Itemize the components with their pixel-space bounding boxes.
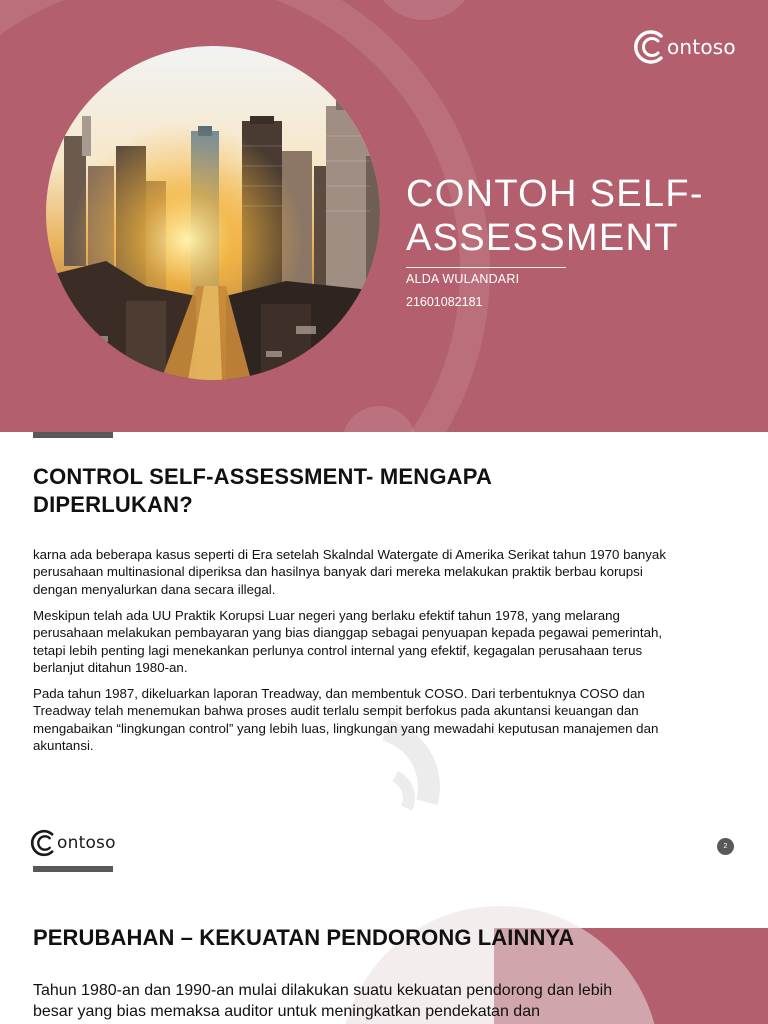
logo-text: ontoso: [667, 35, 736, 59]
paragraph: karna ada beberapa kasus seperti di Era setelah Skalndal Watergate di Amerika Serikat tahun 1970 banyak perusahaan multinasional diperiksa dan hasilnya banyak dari mereka melakukan praktik berbau korupsi dengan menyalurkan dana secara illegal.: [33, 547, 666, 597]
accent-bar: [33, 866, 113, 872]
slide-title: CONTOH SELF-ASSESSMENT: [406, 173, 704, 259]
slide-title: CONTROL SELF-ASSESSMENT- MENGAPA DIPERLUKAN?: [33, 464, 492, 517]
paragraph: Meskipun telah ada UU Praktik Korupsi Luar negeri yang berlaku efektif tahun 1978, yang melarang perusahaan melakukan pembayaran yang bias dianggap sebagai penyuapan kepada pegawai pemerintah, tetapi lebih penting lagi menekankan perlunya control internal yang efektif, kegagalan perusahaan terus berlanjut ditahun 1980-an.: [33, 608, 663, 675]
paragraph: Tahun 1980-an dan 1990-an mulai dilakukan suatu kekuatan pendorong dan lebih besar yang bias memaksa auditor untuk meningkatkan pendekatan dan: [33, 982, 613, 1020]
contoso-logo: [30, 828, 116, 858]
contoso-logo-icon: [30, 828, 60, 858]
author-name: ALDA WULANDARI: [406, 272, 520, 286]
title-divider: [406, 267, 566, 268]
decorative-blob: [372, 0, 476, 20]
contoso-logo: [634, 28, 736, 66]
student-id: 21601082181: [406, 295, 483, 309]
logo-text: ontoso: [57, 833, 116, 853]
contoso-logo-icon: [634, 28, 670, 66]
paragraph: Pada tahun 1987, dikeluarkan laporan Treadway, dan membentuk COSO. Dari terbentuknya COSO dan Treadway telah menemukan bahwa proses audit terlalu sempit berfokus pada akuntansi keuangan dan mengabaikan “lingkungan control” yang lebih luas, lingkungan yang mewadahi keputusan manajemen dan akuntansi.: [33, 686, 659, 753]
accent-bar: [33, 432, 113, 438]
page-number: 2: [717, 838, 734, 855]
content-slide: [0, 432, 768, 864]
title-slide: [0, 0, 768, 432]
slide-title: PERUBAHAN – KEKUATAN PENDORONG LAINNYA: [33, 925, 575, 950]
content-slide: [0, 864, 768, 1024]
city-skyline-photo: [46, 46, 380, 380]
